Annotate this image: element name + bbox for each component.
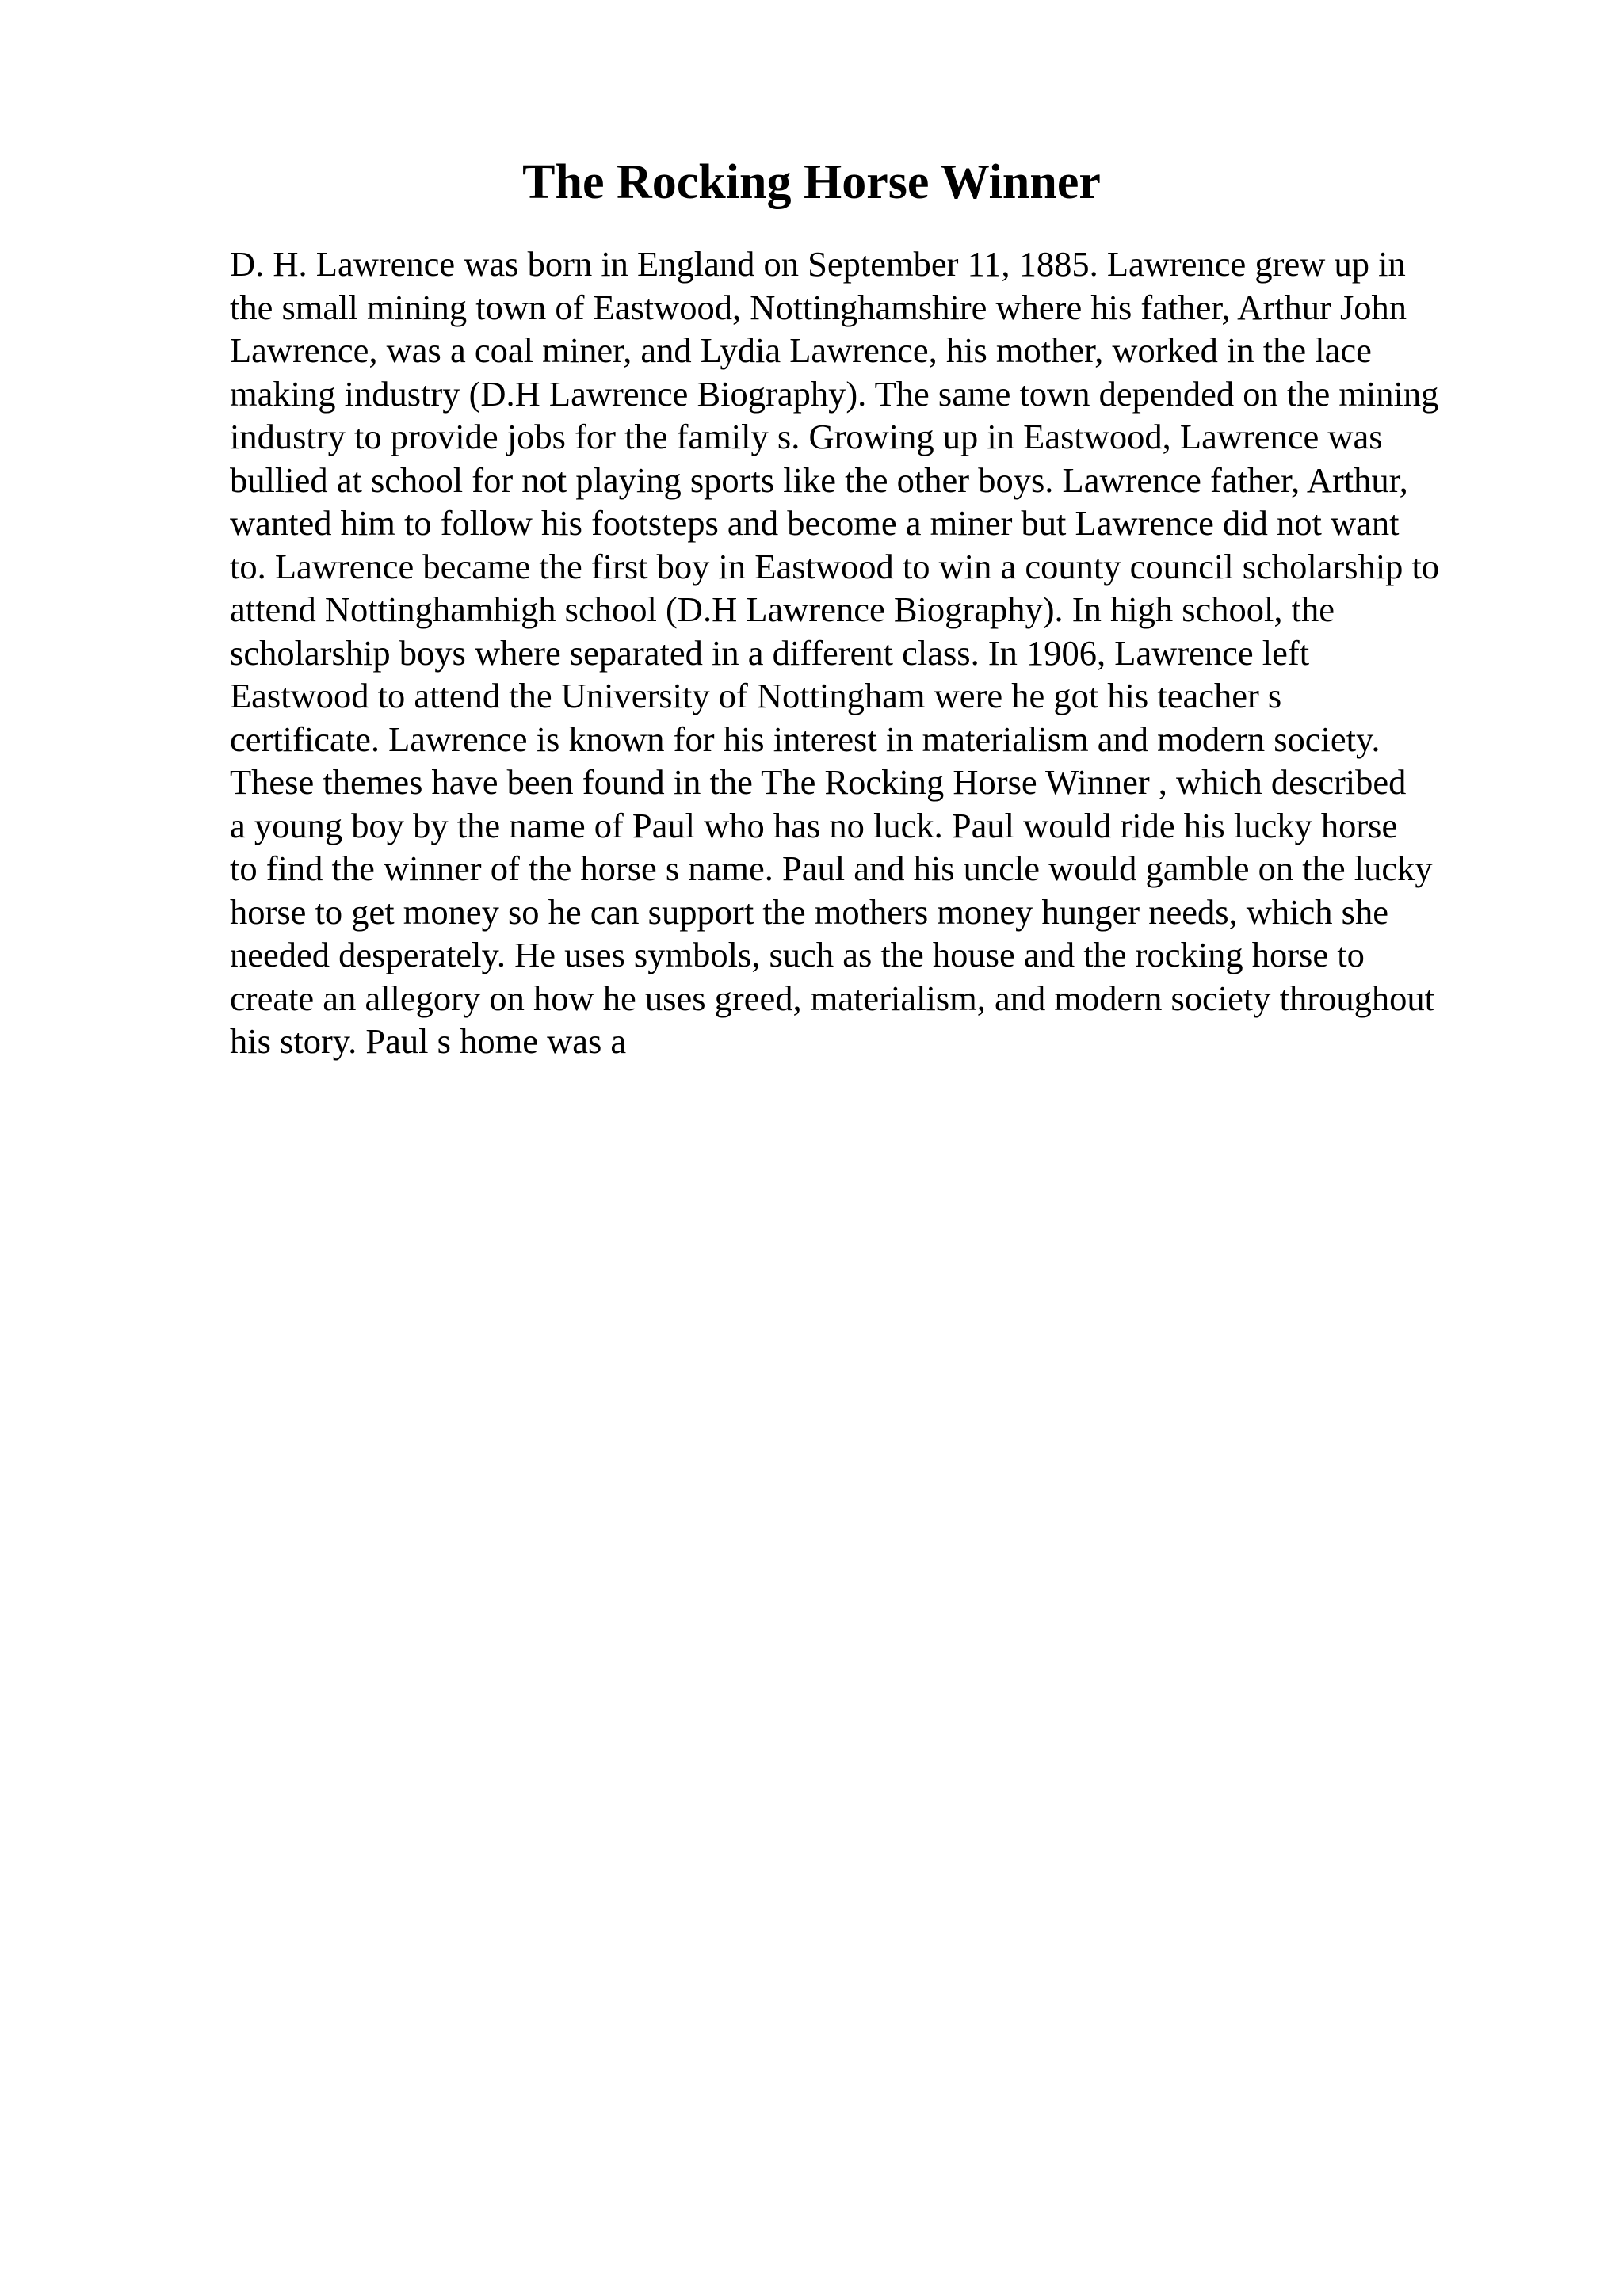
text-line: D. H. Lawrence was born in England on September 11, 1885. Lawrence grew up in xyxy=(230,244,1406,284)
text-line: the small mining town of Eastwood, Nottinghamshire where his father, Arthur John xyxy=(230,287,1407,327)
page-title: The Rocking Horse Winner xyxy=(522,155,1101,209)
text-line: create an allegory on how he uses greed, materialism, and modern society throughout xyxy=(230,978,1434,1018)
text-line: Lawrence, was a coal miner, and Lydia Lawrence, his mother, worked in the lace xyxy=(230,330,1372,370)
text-line: horse to get money so he can support the mothers money hunger needs, which she xyxy=(230,891,1388,932)
text-line: to. Lawrence became the first boy in Eastwood to win a county council scholarship to xyxy=(230,546,1440,586)
text-line: to find the winner of the horse s name. Paul and his uncle would gamble on the lucky xyxy=(230,849,1433,888)
text-line: scholarship boys where separated in a different class. In 1906, Lawrence left xyxy=(230,632,1310,673)
text-line: Eastwood to attend the University of Nottingham were he got his teacher s xyxy=(230,676,1282,715)
text-line: bullied at school for not playing sports like the other boys. Lawrence father, Arthur, xyxy=(230,460,1408,500)
text-line: certificate. Lawrence is known for his interest in materialism and modern society. xyxy=(230,719,1381,759)
text-line: These themes have been found in the The Rocking Horse Winner , which described xyxy=(230,762,1407,802)
text-line: making industry (D.H Lawrence Biography). The same town depended on the mining xyxy=(230,373,1439,414)
body-paragraph xyxy=(230,242,1514,1063)
text-line: his story. Paul s home was a xyxy=(230,1021,627,1061)
text-line: needed desperately. He uses symbols, such as the house and the rocking horse to xyxy=(230,935,1365,974)
text-line: a young boy by the name of Paul who has no luck. Paul would ride his lucky horse xyxy=(230,805,1398,845)
text-line: attend Nottinghamhigh school (D.H Lawrence Biography). In high school, the xyxy=(230,589,1335,629)
text-line: industry to provide jobs for the family s. Growing up in Eastwood, Lawrence was xyxy=(230,417,1383,456)
text-line: wanted him to follow his footsteps and become a miner but Lawrence did not want xyxy=(230,503,1400,543)
